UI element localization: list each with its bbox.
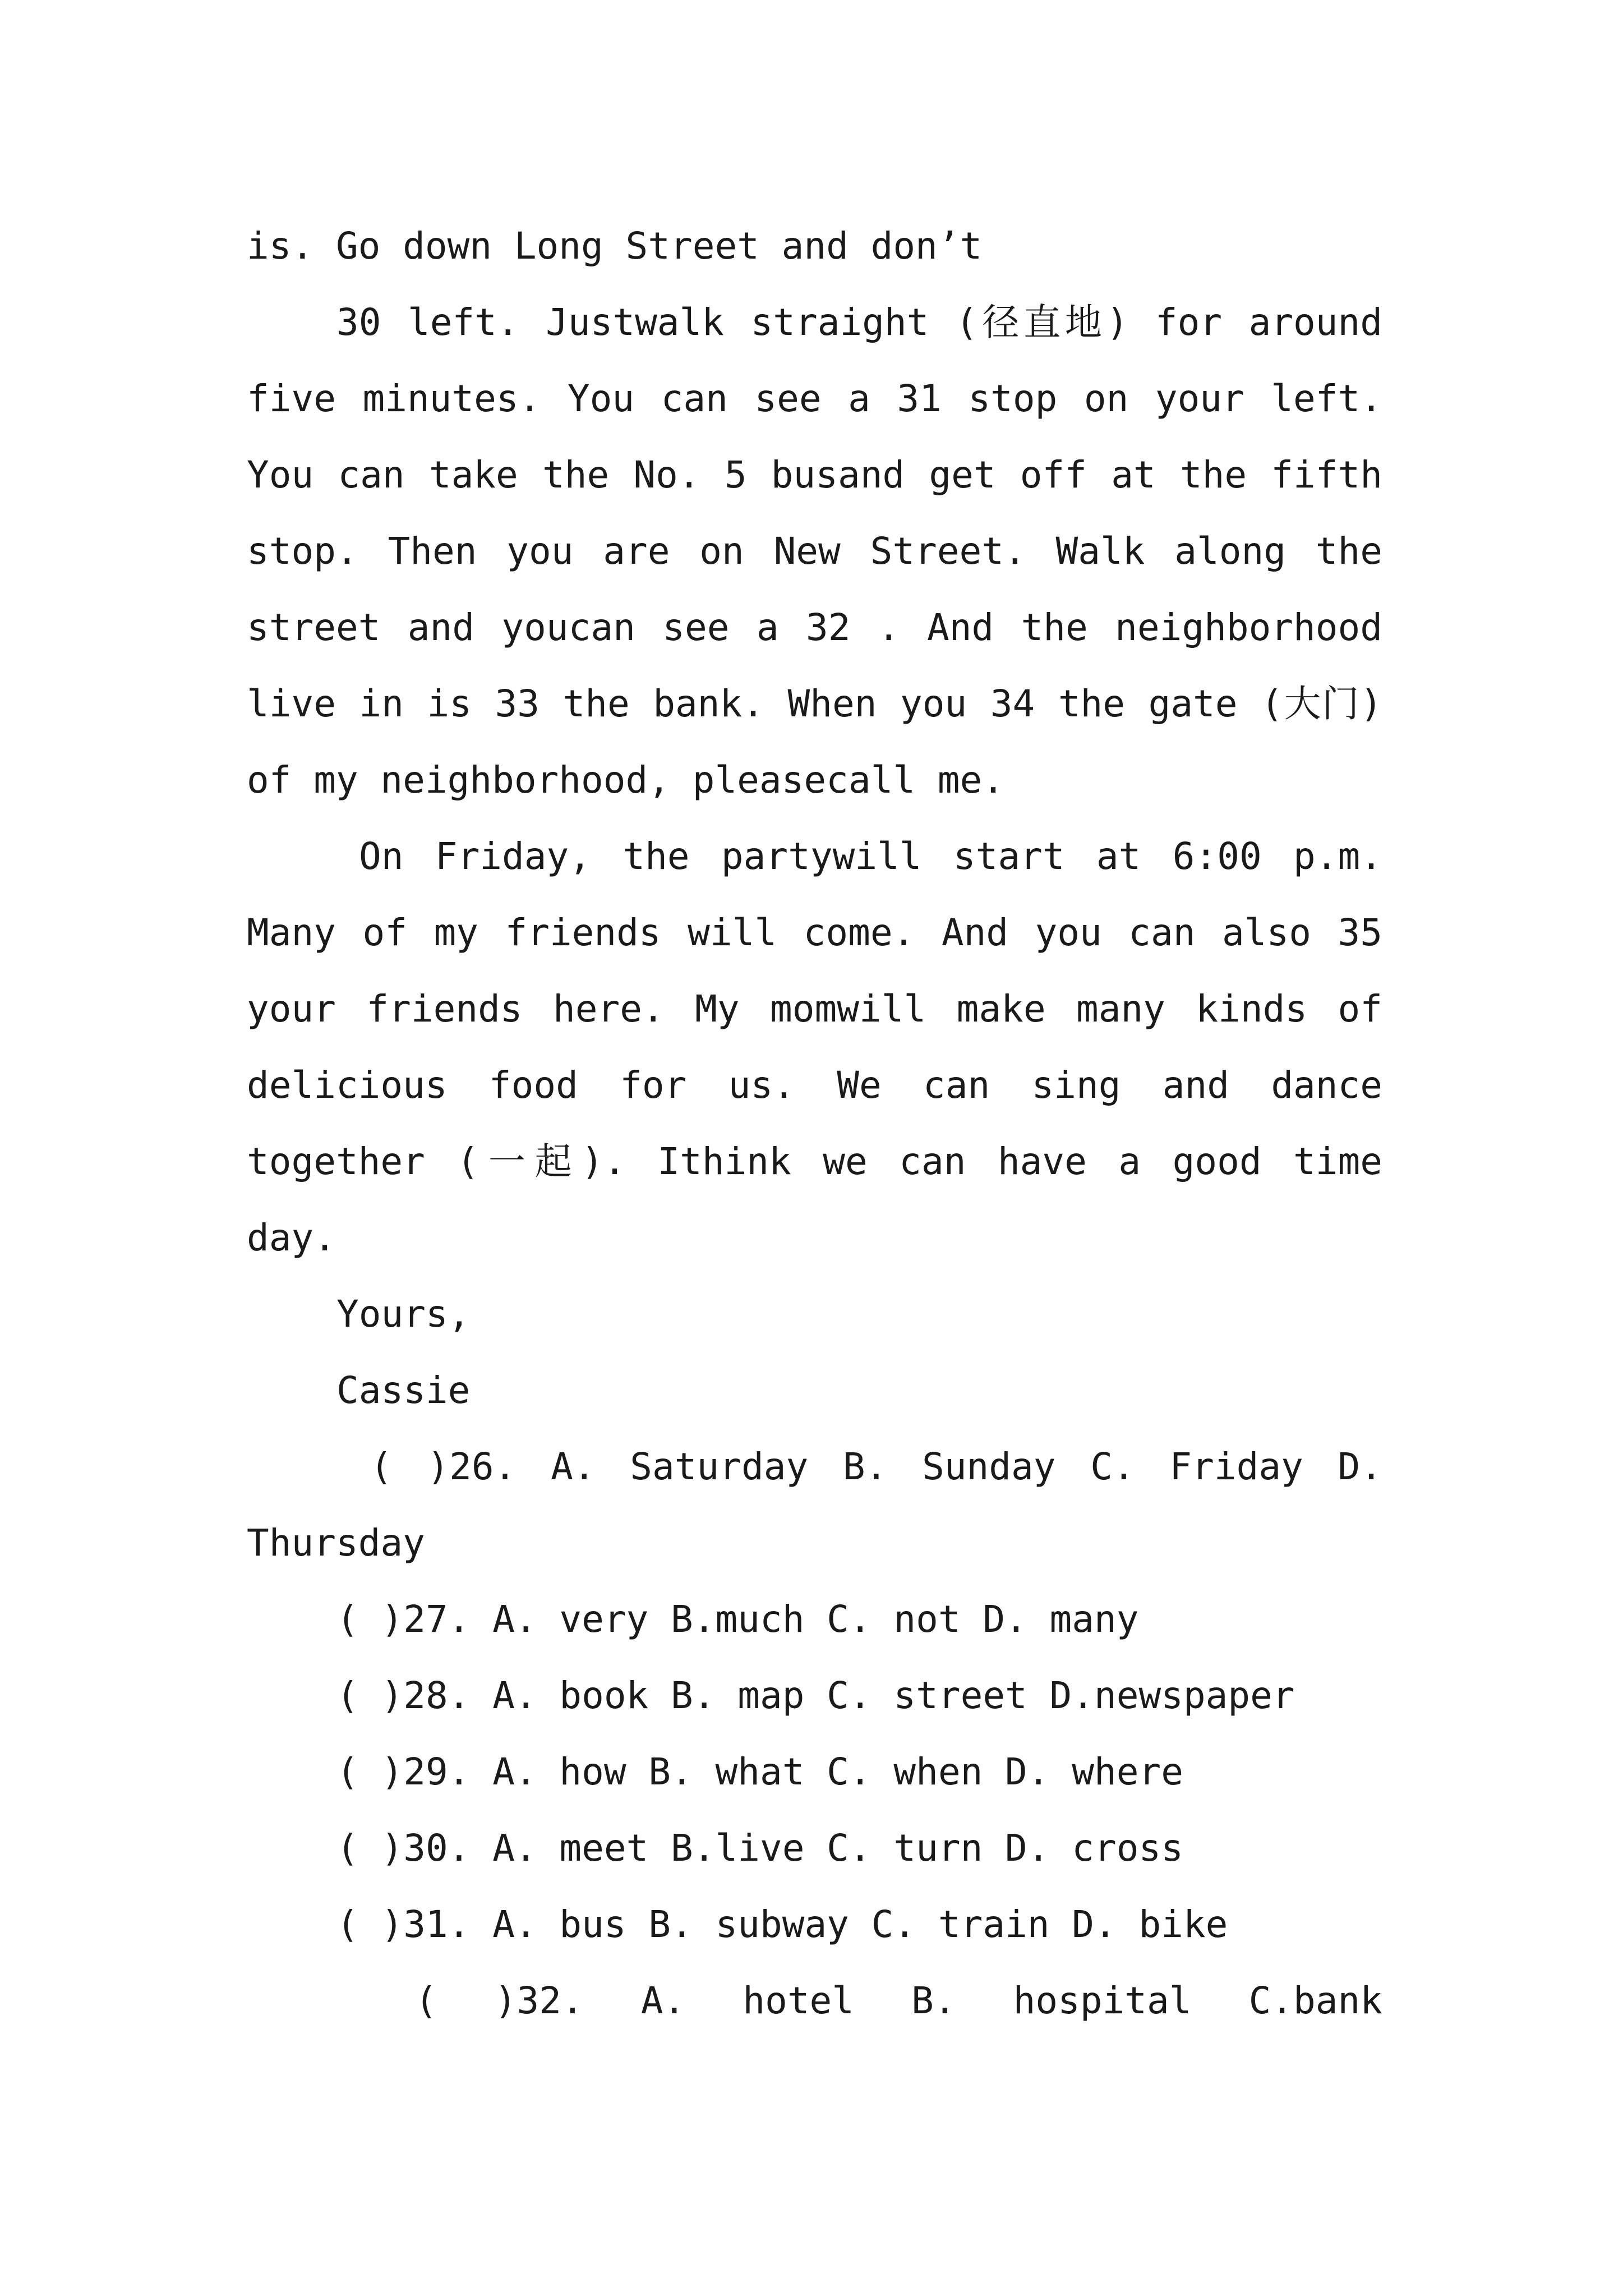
- letter-closing: Yours,: [336, 1292, 471, 1336]
- question-line: ( )31. A. bus B. subway C. train D. bike: [336, 1903, 1228, 1946]
- letter-line: five minutes. You can see a 31 stop on your left.: [247, 377, 1382, 420]
- letter-line: Many of my friends will come. And you can also 35: [247, 911, 1382, 954]
- question-line: ( )32. A. hotel B. hospital C.bank: [415, 1979, 1382, 2022]
- letter-line: You can take the No. 5 busand get off at the fifth: [247, 453, 1382, 496]
- letter-line: your friends here. My momwill make many kinds of: [247, 987, 1382, 1030]
- question-line: ( )28. A. book B. map C. street D.newspaper: [336, 1674, 1295, 1717]
- letter-line: day.: [247, 1216, 336, 1259]
- letter-line: live in is 33 the bank. When you 34 the gate (大门): [247, 682, 1382, 725]
- question-line: ( )30. A. meet B.live C. turn D. cross: [336, 1826, 1183, 1870]
- question-line: ( )27. A. very B.much C. not D. many: [336, 1598, 1139, 1641]
- letter-line: is. Go down Long Street and don’t: [247, 224, 983, 268]
- letter-line: delicious food for us. We can sing and dance: [247, 1064, 1382, 1107]
- question-line: ( )26. A. Saturday B. Sunday C. Friday D.: [370, 1445, 1382, 1488]
- question-line: Thursday: [247, 1521, 425, 1565]
- letter-line: On Friday, the partywill start at 6:00 p.m.: [359, 835, 1382, 878]
- letter-line: stop. Then you are on New Street. Walk along the: [247, 530, 1382, 573]
- letter-line: 30 left. Justwalk straight (径直地) for around: [336, 301, 1382, 344]
- question-line: ( )29. A. how B. what C. when D. where: [336, 1750, 1183, 1793]
- letter-signature: Cassie: [336, 1369, 471, 1412]
- letter-line: street and youcan see a 32 . And the neighborhood: [247, 606, 1382, 649]
- letter-line: together (一起). Ithink we can have a good time: [247, 1140, 1382, 1183]
- letter-line: of my neighborhood, pleasecall me.: [247, 758, 1005, 802]
